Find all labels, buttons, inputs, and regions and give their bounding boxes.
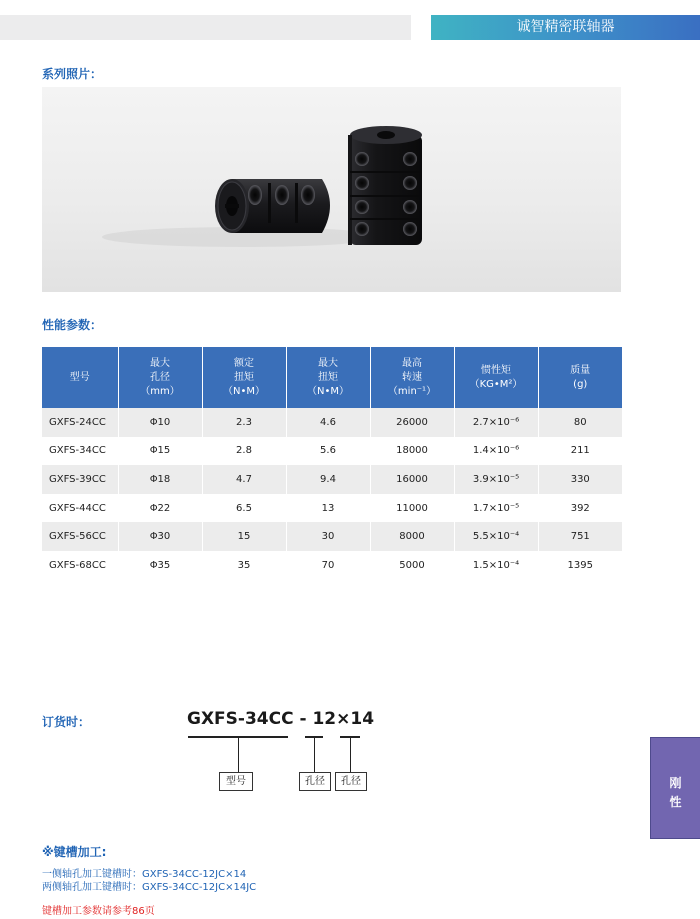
- cell-max-bore: Φ30: [118, 522, 202, 551]
- cell-max-speed: 5000: [370, 551, 454, 580]
- model-leader: [238, 738, 239, 772]
- cell-model: GXFS-24CC: [42, 408, 118, 437]
- table-row: [42, 408, 622, 437]
- tag-model: 型号: [219, 772, 253, 791]
- table-row: [42, 465, 622, 494]
- spec-table-header-row: [42, 347, 622, 408]
- product-photo: [42, 87, 621, 292]
- header-mass: 质量 (g): [538, 347, 622, 408]
- coupling-illustration: [42, 87, 621, 292]
- cell-inertia: 2.7×10⁻⁶: [454, 408, 538, 437]
- cell-rated-torque: 6.5: [202, 494, 286, 523]
- bore2-leader: [350, 738, 351, 772]
- keyway-page-reference: 键槽加工参数请参考86页: [42, 906, 155, 917]
- cell-max-bore: Φ35: [118, 551, 202, 580]
- cell-mass: 80: [538, 408, 622, 437]
- cell-mass: 211: [538, 437, 622, 466]
- side-tab-char-1: 刚: [669, 776, 682, 790]
- bore1-leader: [314, 738, 315, 772]
- cell-max-speed: 16000: [370, 465, 454, 494]
- cell-inertia: 5.5×10⁻⁴: [454, 522, 538, 551]
- header-max-torque: 最大 扭矩 （N•M）: [286, 347, 370, 408]
- cell-max-bore: Φ10: [118, 408, 202, 437]
- cell-max-speed: 11000: [370, 494, 454, 523]
- cell-model: GXFS-39CC: [42, 465, 118, 494]
- order-code-example: GXFS-34CC - 12×14: [187, 709, 375, 729]
- cell-mass: 1395: [538, 551, 622, 580]
- side-tab-rigid: [650, 737, 700, 839]
- cell-max-torque: 9.4: [286, 465, 370, 494]
- order-section-label: 订货时：: [42, 715, 91, 729]
- tag-bore-2: 孔径: [335, 772, 367, 791]
- keyway-line-1: 一侧轴孔加工键槽时：GXFS-34CC-12JC×14: [42, 869, 247, 880]
- cell-max-bore: Φ22: [118, 494, 202, 523]
- cell-mass: 392: [538, 494, 622, 523]
- header-title: 诚智精密联轴器: [431, 15, 700, 40]
- cell-max-speed: 8000: [370, 522, 454, 551]
- cell-max-speed: 26000: [370, 408, 454, 437]
- table-row: [42, 437, 622, 466]
- cell-inertia: 1.5×10⁻⁴: [454, 551, 538, 580]
- cell-max-torque: 13: [286, 494, 370, 523]
- cell-max-torque: 70: [286, 551, 370, 580]
- cell-mass: 751: [538, 522, 622, 551]
- photo-section-label: 系列照片：: [42, 67, 103, 81]
- cell-max-bore: Φ18: [118, 465, 202, 494]
- params-section-label: 性能参数：: [42, 318, 103, 332]
- cell-max-torque: 4.6: [286, 408, 370, 437]
- table-row: [42, 522, 622, 551]
- header-rated-torque: 额定 扭矩 （N•M）: [202, 347, 286, 408]
- cell-max-speed: 18000: [370, 437, 454, 466]
- cell-max-bore: Φ15: [118, 437, 202, 466]
- cell-inertia: 3.9×10⁻⁵: [454, 465, 538, 494]
- header-inertia: 惯性矩 （KG•M²）: [454, 347, 538, 408]
- cell-max-torque: 5.6: [286, 437, 370, 466]
- tag-bore-1: 孔径: [299, 772, 331, 791]
- cell-inertia: 1.7×10⁻⁵: [454, 494, 538, 523]
- cell-rated-torque: 35: [202, 551, 286, 580]
- cell-model: GXFS-56CC: [42, 522, 118, 551]
- cell-model: GXFS-68CC: [42, 551, 118, 580]
- cell-rated-torque: 15: [202, 522, 286, 551]
- cell-rated-torque: 2.8: [202, 437, 286, 466]
- cell-model: GXFS-44CC: [42, 494, 118, 523]
- table-row: [42, 494, 622, 523]
- keyway-line-2: 两侧轴孔加工键槽时：GXFS-34CC-12JC×14JC: [42, 882, 257, 893]
- keyway-title: ※键槽加工:: [42, 845, 107, 859]
- header-max-speed: 最高 转速 （min⁻¹）: [370, 347, 454, 408]
- coupling-left: [215, 179, 330, 233]
- side-tab-char-2: 性: [669, 795, 682, 809]
- spec-table: [42, 347, 622, 580]
- header-bar-left: [0, 15, 411, 40]
- cell-mass: 330: [538, 465, 622, 494]
- cell-rated-torque: 2.3: [202, 408, 286, 437]
- cell-rated-torque: 4.7: [202, 465, 286, 494]
- cell-model: GXFS-34CC: [42, 437, 118, 466]
- cell-max-torque: 30: [286, 522, 370, 551]
- table-row: [42, 551, 622, 580]
- coupling-right: [348, 126, 422, 245]
- cell-inertia: 1.4×10⁻⁶: [454, 437, 538, 466]
- header-max-bore: 最大 孔径 （mm）: [118, 347, 202, 408]
- header-model: 型号: [42, 347, 118, 408]
